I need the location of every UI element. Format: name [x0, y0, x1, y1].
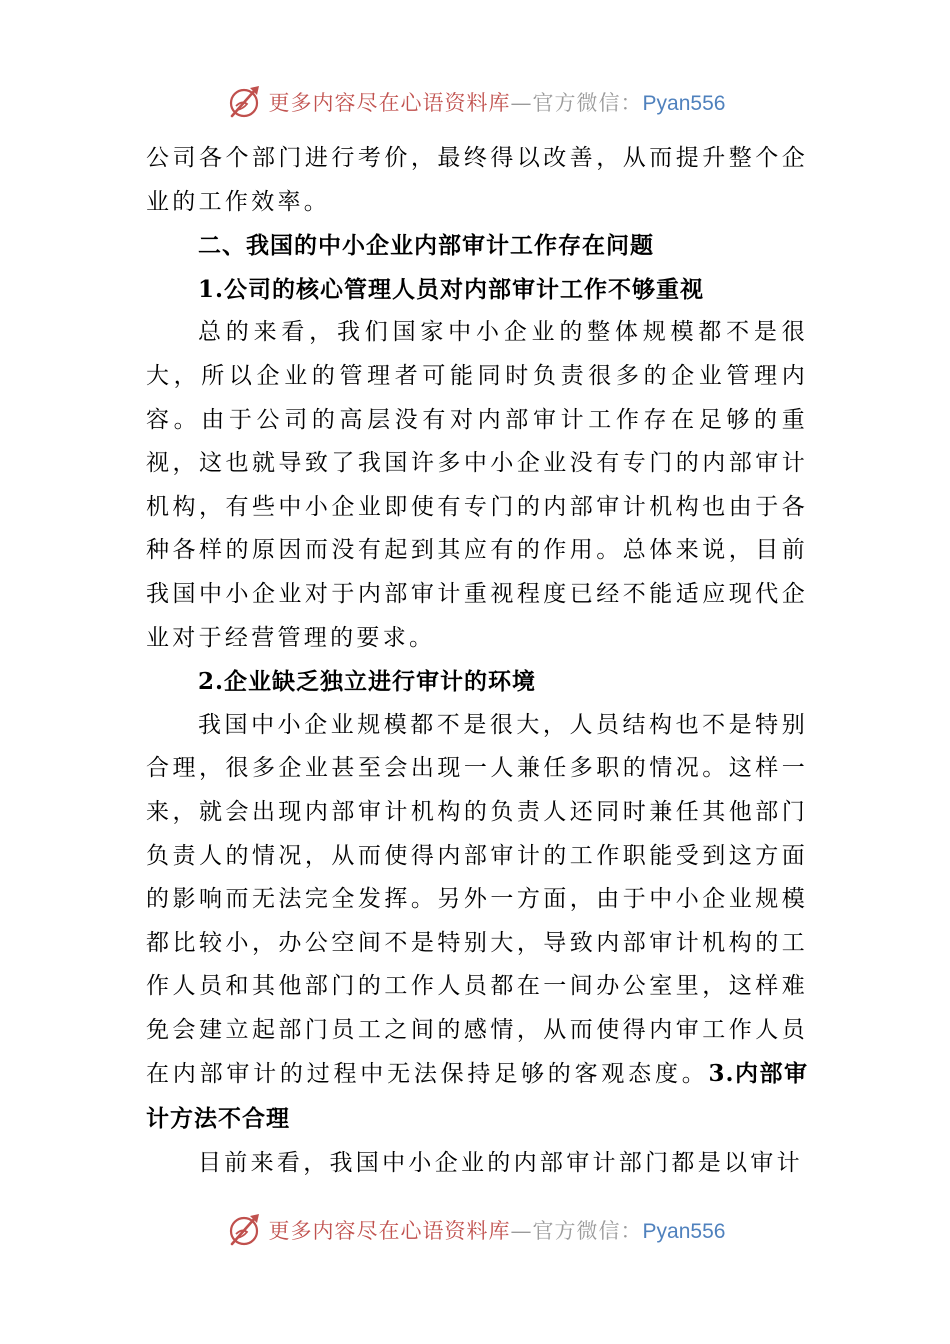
subheading-1: 1.公司的核心管理人员对内部审计工作不够重视 [198, 275, 705, 303]
banner-text [269, 1215, 726, 1245]
pen-logo-icon [225, 1210, 265, 1250]
subheading-2: 2.企业缺乏独立进行审计的环境 [198, 668, 537, 696]
banner-text [269, 87, 726, 117]
banner-dash: — [510, 1219, 533, 1243]
paragraph-2-text: 我国中小企业规模都不是很大，人员结构也不是特别合理，很多企业甚至会出现一人兼任多职的情况。这样一来，就会出现内部审计机构的负责人还同时兼任其他部门负责人的情况，从而使得内部审计的工作职能受到这方面的影响而无法完全发挥。另外一方面，由于中小企业规模都比较小，办公空间不是特别大，导致内部审计机构的工作人员和其他部门的工作人员都在一间办公室里，这样难免会建立起部门员工之间的感情，从而使得内审工作人员在内部审计的过程中无法保持足够的客观态度。 [146, 711, 808, 1088]
section-heading: 二、我国的中小企业内部审计工作存在问题 [198, 232, 654, 260]
banner-site-name: 更多内容尽在心语资料库 [268, 1219, 511, 1243]
banner-wechat-id: Pyan556 [642, 92, 726, 115]
banner-wechat-label: 官方微信： [532, 1219, 643, 1243]
paragraph-continued: 公司各个部门进行考价，最终得以改善，从而提升整个企业的工作效率。 [146, 145, 808, 215]
banner-dash: — [510, 91, 533, 115]
body-text [146, 137, 808, 1185]
paragraph-3: 目前来看，我国中小企业的内部审计部门都是以审计 [198, 1149, 803, 1176]
header-banner [0, 80, 950, 124]
subheading-3: 3.内部审计方法不合理 [146, 1060, 808, 1133]
banner-site-name: 更多内容尽在心语资料库 [268, 91, 511, 115]
footer-banner [0, 1208, 950, 1252]
paragraph-1: 总的来看，我们国家中小企业的整体规模都不是很大，所以企业的管理者可能同时负责很多的企业管理内容。由于公司的高层没有对内部审计工作存在足够的重视，这也就导致了我国许多中小企业没有专门的内部审计机构，有些中小企业即使有专门的内部审计机构也由于各种各样的原因而没有起到其应有的作用。总体来说，目前我国中小企业对于内部审计重视程度已经不能适应现代企业对于经营管理的要求。 [146, 319, 808, 651]
pen-logo-icon [225, 82, 265, 122]
banner-wechat-id: Pyan556 [642, 1220, 726, 1243]
banner-wechat-label: 官方微信： [532, 91, 643, 115]
paragraph-2 [146, 704, 808, 1142]
